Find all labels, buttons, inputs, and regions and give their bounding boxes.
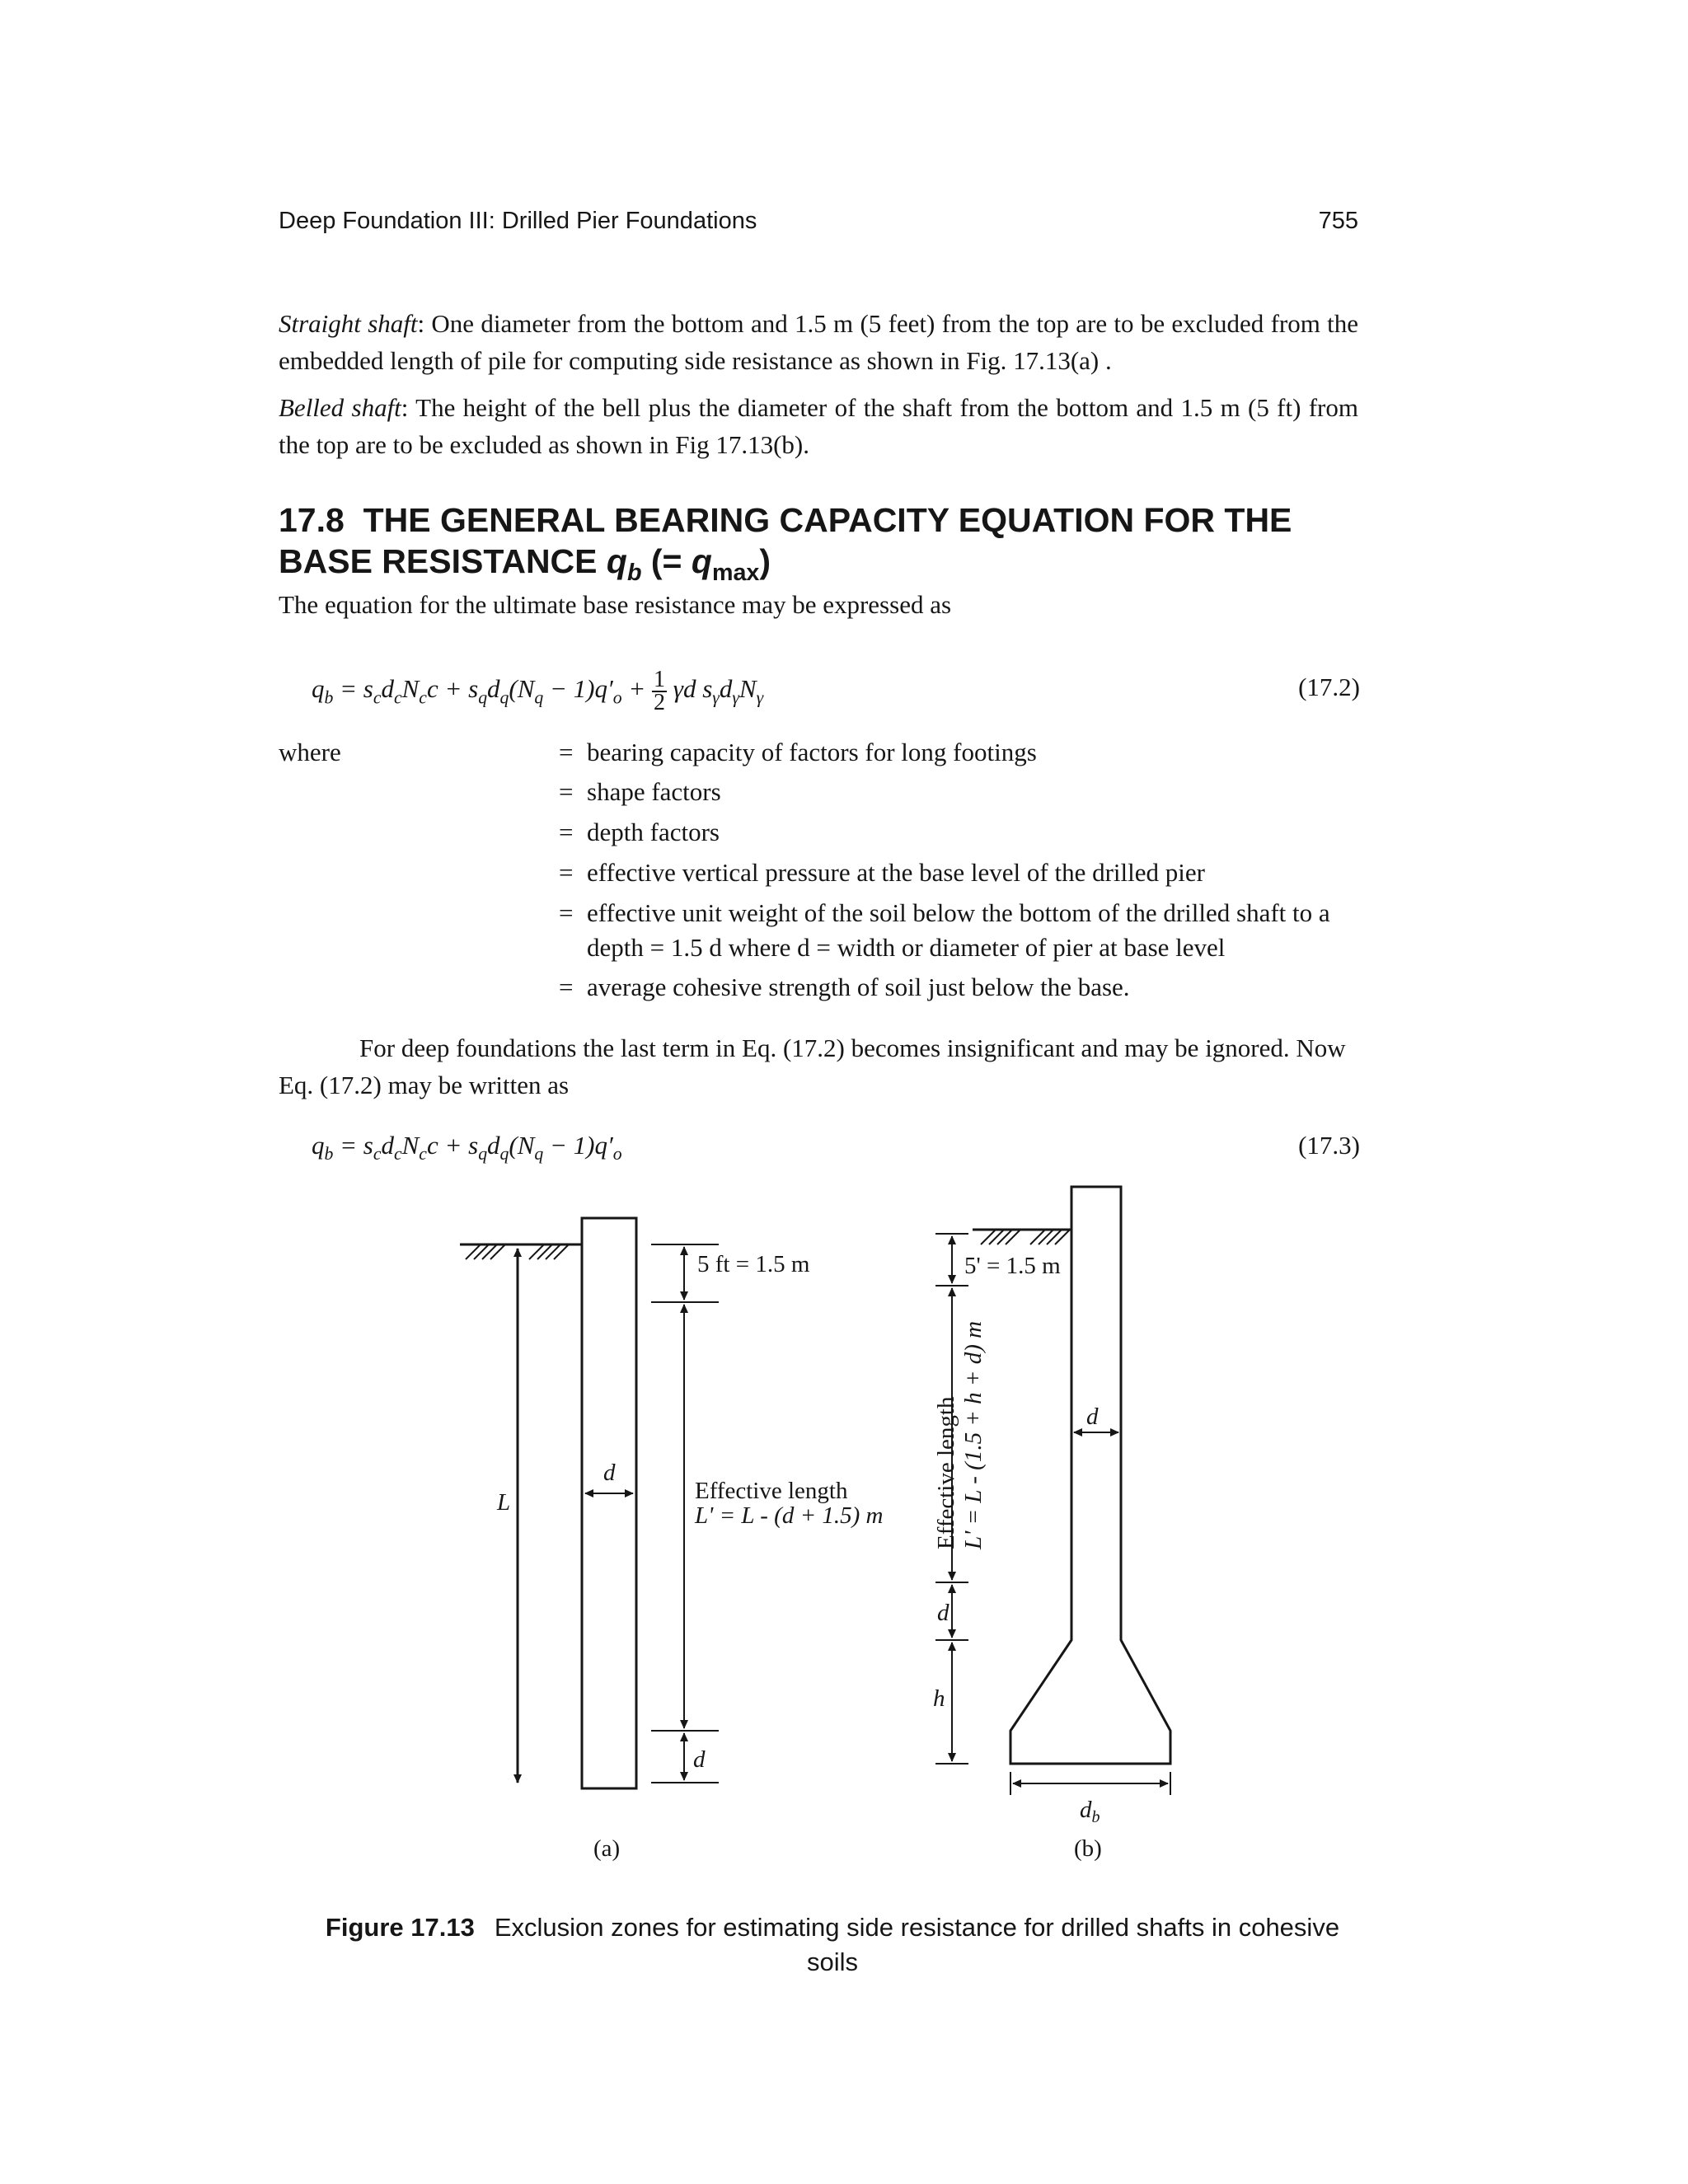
label-d-b: d xyxy=(1086,1404,1099,1430)
equation-17-3: $q_b = s_cd_cN_cc + s_qd_q(N_q - 1)q'_o$ xyxy=(312,1131,622,1165)
title-q: q xyxy=(606,542,627,580)
def-equals: = xyxy=(559,898,574,927)
paragraph-deep-foundations xyxy=(279,1029,1367,1104)
equation-17-2: $q_b = s_cd_cN_cc + s_qd_q(N_q - 1)q'_o$ + $\frac{1}{2}$ γd $s_\gamma d_\gamma N_\gamma$ xyxy=(312,667,764,715)
paragraph-straight-shaft xyxy=(279,305,1358,379)
figure-caption xyxy=(297,1910,1368,1980)
straight-shaft xyxy=(582,1218,636,1788)
label-L-a: L xyxy=(497,1489,511,1516)
paragraph-belled-shaft xyxy=(279,389,1358,463)
def-equals: = xyxy=(559,972,574,1001)
where-label: where xyxy=(279,738,341,766)
ground-hatch-a xyxy=(466,1244,569,1259)
section-intro: The equation for the ultimate base resistance may be expressed as xyxy=(279,590,952,619)
label-d-a: d xyxy=(603,1460,616,1486)
belled-shaft-label: Belled shaft xyxy=(279,393,401,422)
figure-caption-label: Figure 17.13 xyxy=(325,1913,475,1942)
panel-label-a: (a) xyxy=(593,1835,621,1862)
section-heading xyxy=(279,499,1432,593)
title-max: max xyxy=(711,560,760,587)
title-mid: (= xyxy=(641,542,692,580)
belled-shaft xyxy=(1010,1187,1170,1764)
label-h-b: h xyxy=(933,1685,945,1712)
label-db: $d_b$ xyxy=(1080,1797,1100,1826)
label-eff1-b: Effective length xyxy=(933,1396,959,1549)
def-equals: = xyxy=(559,777,574,806)
label-eff1-a: Effective length xyxy=(695,1478,848,1504)
label-5ft-b: 5' = 1.5 m xyxy=(964,1253,1061,1279)
label-dmid-b: d xyxy=(937,1600,950,1626)
equation-17-2-number: (17.2) xyxy=(1298,673,1360,701)
title-b: b xyxy=(626,560,642,587)
def-equals: = xyxy=(559,738,574,766)
page-number: 755 xyxy=(1318,208,1358,234)
straight-shaft-text: : One diameter from the bottom and 1.5 m (5 feet) from the top are to be excluded from the embedded length of pile for computing side resistance as shown in Fig. 17.13(a) . xyxy=(279,309,1358,375)
panel-b-drawing xyxy=(935,1187,1170,1795)
ground-hatch-b xyxy=(981,1230,1070,1244)
label-eff2-a: L' = L - (d + 1.5) m xyxy=(695,1502,884,1529)
paragraph-deep-foundations-text: For deep foundations the last term in Eq. (17.2) becomes insignificant and may be ignored. Now Eq. (17.2) may be written as xyxy=(279,1033,1346,1099)
def-equals: = xyxy=(559,818,574,846)
panel-a-drawing xyxy=(460,1218,719,1788)
running-header-title: Deep Foundation III: Drilled Pier Foundations xyxy=(279,208,757,234)
def-equals: = xyxy=(559,858,574,887)
def-desc-2: shape factors xyxy=(587,777,721,806)
belled-shaft-text: : The height of the bell plus the diameter of the shaft from the bottom and 1.5 m (5 ft) from the top are to be excluded as shown in Fig 17.13(b). xyxy=(279,393,1358,459)
panel-label-b: (b) xyxy=(1074,1835,1102,1862)
label-dbot-a: d xyxy=(693,1746,706,1773)
straight-shaft-label: Straight shaft xyxy=(279,309,418,338)
def-desc-3: depth factors xyxy=(587,818,720,846)
section-title-line2: BASE RESISTANCE xyxy=(279,542,607,580)
title-qmax: q xyxy=(691,542,712,580)
def-desc-4: effective vertical pressure at the base level of the drilled pier xyxy=(587,858,1205,887)
section-title-line1: THE GENERAL BEARING CAPACITY EQUATION FOR THE xyxy=(363,501,1292,539)
label-eff2-b: L' = L - (1.5 + h + d) m xyxy=(960,1320,987,1549)
section-number: 17.8 xyxy=(279,501,345,539)
figure-caption-text: Exclusion zones for estimating side resistance for drilled shafts in cohesive soils xyxy=(494,1913,1340,1976)
equation-17-3-number: (17.3) xyxy=(1298,1131,1360,1160)
def-desc-5: effective unit weight of the soil below the bottom of the drilled shaft to a depth = 1.5 d where d = width or diameter of pier at base level xyxy=(587,898,1330,962)
def-desc-6: average cohesive strength of soil just below the base. xyxy=(587,972,1130,1001)
def-desc-1: bearing capacity of factors for long footings xyxy=(587,738,1037,766)
title-end: ) xyxy=(759,542,771,580)
label-5ft-a: 5 ft = 1.5 m xyxy=(697,1251,810,1277)
